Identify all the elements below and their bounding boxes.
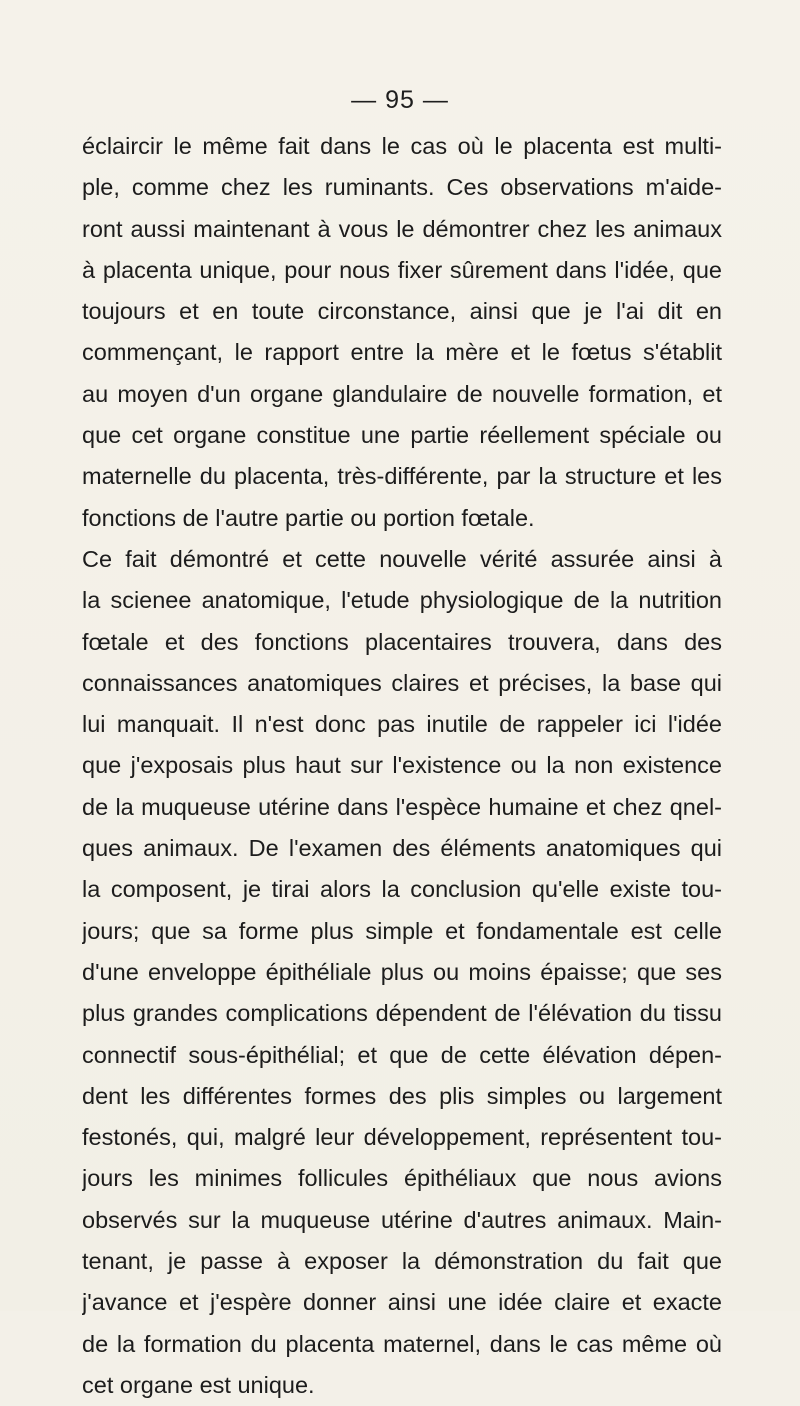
text-line: maternelle du placenta, très-différente, par la structure et les [82,463,722,490]
text-line: dent les différentes formes des plis simples ou largement [82,1082,722,1109]
text-line: commençant, le rapport entre la mère et le fœtus s'établit [82,339,722,366]
text-line: que j'exposais plus haut sur l'existence ou la non existence [82,752,722,779]
text-line: plus grandes complications dépendent de l'élévation du tissu [82,1000,722,1027]
text-line: cet organe est unique. [82,1371,315,1398]
text-line: la scienee anatomique, l'etude physiologique de la nutrition [82,587,722,614]
text-line: j'avance et j'espère donner ainsi une idée claire et exacte [82,1289,722,1316]
text-line: fœtale et des fonctions placentaires trouvera, dans des [82,628,722,655]
body-text [82,126,722,1406]
text-line: que cet organe constitue une partie réellement spéciale ou [82,422,722,449]
text-line: lui manquait. Il n'est donc pas inutile de rappeler ici l'idée [82,711,722,738]
text-line: la composent, je tirai alors la conclusion qu'elle existe tou- [82,876,722,903]
text-line: ront aussi maintenant à vous le démontrer chez les animaux [82,215,722,242]
text-line: connaissances anatomiques claires et précises, la base qui [82,669,722,696]
text-line: au moyen d'un organe glandulaire de nouvelle formation, et [82,380,722,407]
text-line: tenant, je passe à exposer la démonstration du fait que [82,1248,722,1275]
page-number: — 95 — [351,86,449,114]
text-line: fonctions de l'autre partie ou portion fœtale. [82,504,535,531]
text-line: festonés, qui, malgré leur développement, représentent tou- [82,1124,722,1151]
text-line: connectif sous-épithélial; et que de cette élévation dépen- [82,1041,722,1068]
text-line: ple, comme chez les ruminants. Ces observations m'aide- [82,174,722,201]
text-line: jours; que sa forme plus simple et fondamentale est celle [82,917,722,944]
text-line: à placenta unique, pour nous fixer sûrement dans l'idée, que [82,256,722,283]
text-line: éclaircir le même fait dans le cas où le placenta est multi- [82,133,722,159]
text-line: observés sur la muqueuse utérine d'autres animaux. Main- [82,1206,722,1233]
text-line: d'une enveloppe épithéliale plus ou moins épaisse; que ses [82,958,722,985]
text-line: ques animaux. De l'examen des éléments anatomiques qui [82,835,722,862]
text-line: de la muqueuse utérine dans l'espèce humaine et chez qnel- [82,793,722,820]
text-line: de la formation du placenta maternel, dans le cas même où [82,1330,722,1357]
text-line: jours les minimes follicules épithéliaux que nous avions [82,1165,722,1192]
text-line: Ce fait démontré et cette nouvelle vérité assurée ainsi à [82,545,722,572]
text-line: toujours et en toute circonstance, ainsi que je l'ai dit en [82,298,722,325]
